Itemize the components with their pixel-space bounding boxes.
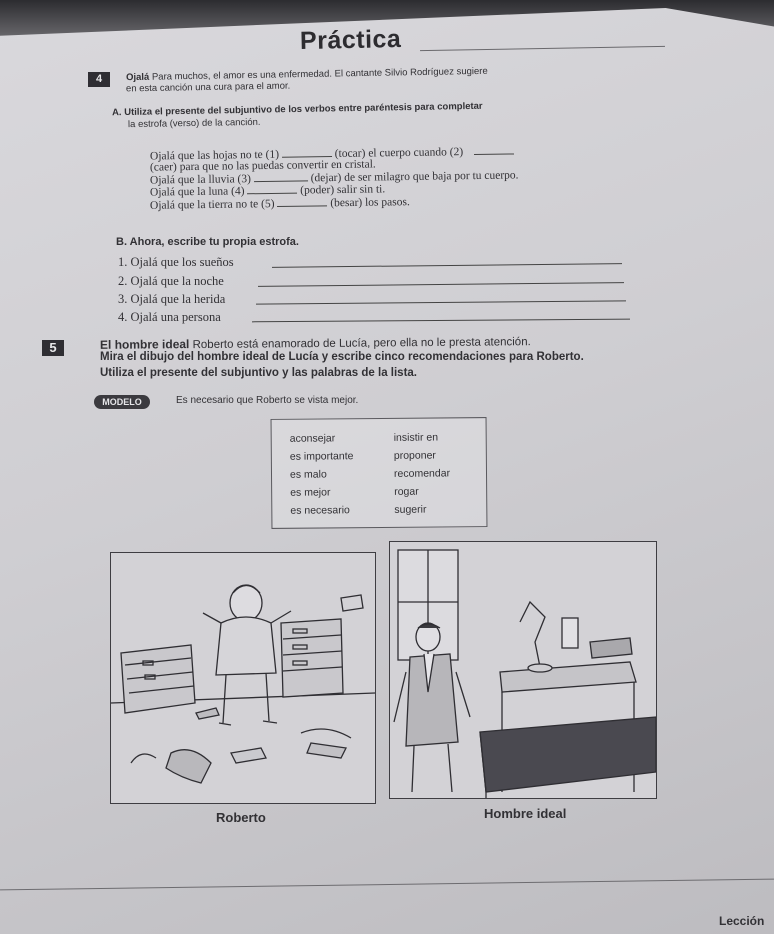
tidy-room-drawing: [390, 542, 656, 798]
verse-3-rest: (dejar) de ser milagro que baja por tu cuerpo.: [310, 169, 519, 185]
ex5-intro: Roberto está enamorado de Lucía, pero ella no le presta atención.: [192, 336, 531, 352]
verse-1-text: Ojalá que las hojas no te (1): [149, 148, 280, 163]
write-item-4: 4. Ojalá una persona: [118, 310, 221, 324]
part-b-instruction: Ahora, escribe tu propia estrofa.: [129, 236, 299, 248]
ex5-title: El hombre ideal: [99, 337, 190, 352]
modelo-sentence: Es necesario que Roberto se vista mejor.: [176, 395, 359, 406]
part-b-label: B.: [116, 236, 127, 248]
modelo-badge: MODELO: [94, 395, 150, 409]
verse-5-rest: (besar) los pasos.: [330, 196, 410, 210]
word-item: recomendar: [393, 467, 451, 480]
part-a-instruction: Utiliza el presente del subjuntivo de los verbos entre paréntesis para completar: [124, 100, 483, 119]
ex5-line2: Mira el dibujo del hombre ideal de Lucía y escribe cinco recomendaciones para Roberto.: [100, 351, 584, 363]
messy-room-drawing: [111, 553, 375, 803]
exercise-4-number: 4: [88, 72, 110, 87]
verse-4-rest: (poder) salir sin ti.: [300, 183, 386, 197]
footer-lesson: Lección: [719, 914, 765, 928]
ex4-part-b: [116, 236, 299, 248]
write-item-2: 2. Ojalá que la noche: [118, 274, 224, 288]
ex4-intro-line2: en esta canción una cura para el amor.: [125, 80, 291, 95]
blank-3[interactable]: [254, 180, 308, 182]
caption-roberto: Roberto: [216, 810, 266, 825]
word-list-column-2: [394, 428, 451, 518]
ex4-title: Ojalá: [125, 71, 150, 84]
blank-2[interactable]: [474, 153, 514, 155]
blank-5[interactable]: [277, 205, 327, 207]
ex5-line3: Utiliza el presente del subjuntivo y las palabras de la lista.: [100, 367, 417, 379]
word-item: es mejor: [290, 486, 331, 499]
exercise-5-number: 5: [42, 340, 64, 356]
verse-line-2: (caer) para que no las puedas convertir en cristal.: [149, 158, 376, 174]
ex4-part-a-line2: la estrofa (verso) de la canción.: [127, 116, 261, 131]
blank-4[interactable]: [247, 193, 297, 195]
word-item: es malo: [289, 468, 327, 481]
part-a-label: A.: [111, 107, 122, 119]
word-list-box: [271, 417, 488, 529]
blank-1[interactable]: [282, 156, 332, 158]
verse-4-text: Ojalá que la luna (4): [149, 185, 245, 199]
word-item: es necesario: [290, 504, 350, 517]
word-item: aconsejar: [289, 432, 336, 445]
roberto-illustration: [110, 552, 376, 804]
verse-3-text: Ojalá que la lluvia (3): [149, 173, 251, 187]
caption-ideal-man: Hombre ideal: [484, 806, 567, 821]
word-item: sugerir: [394, 503, 427, 516]
word-item: rogar: [394, 485, 419, 498]
word-list-column-1: [290, 429, 354, 520]
write-item-3: 3. Ojalá que la herida: [118, 292, 226, 306]
ideal-man-illustration: [389, 541, 657, 799]
ex4-intro-text: Para muchos, el amor es una enfermedad. El cantante Silvio Rodríguez sugiere: [151, 65, 488, 83]
word-item: proponer: [393, 449, 436, 462]
verse-5-text: Ojalá que la tierra no te (5): [149, 198, 275, 212]
page-title: Práctica: [299, 24, 402, 56]
verse-1-rest: (tocar) el cuerpo cuando (2): [334, 146, 464, 160]
word-item: es importante: [289, 450, 354, 463]
word-item: insistir en: [393, 431, 439, 444]
write-item-1: 1. Ojalá que los sueños: [118, 255, 234, 269]
